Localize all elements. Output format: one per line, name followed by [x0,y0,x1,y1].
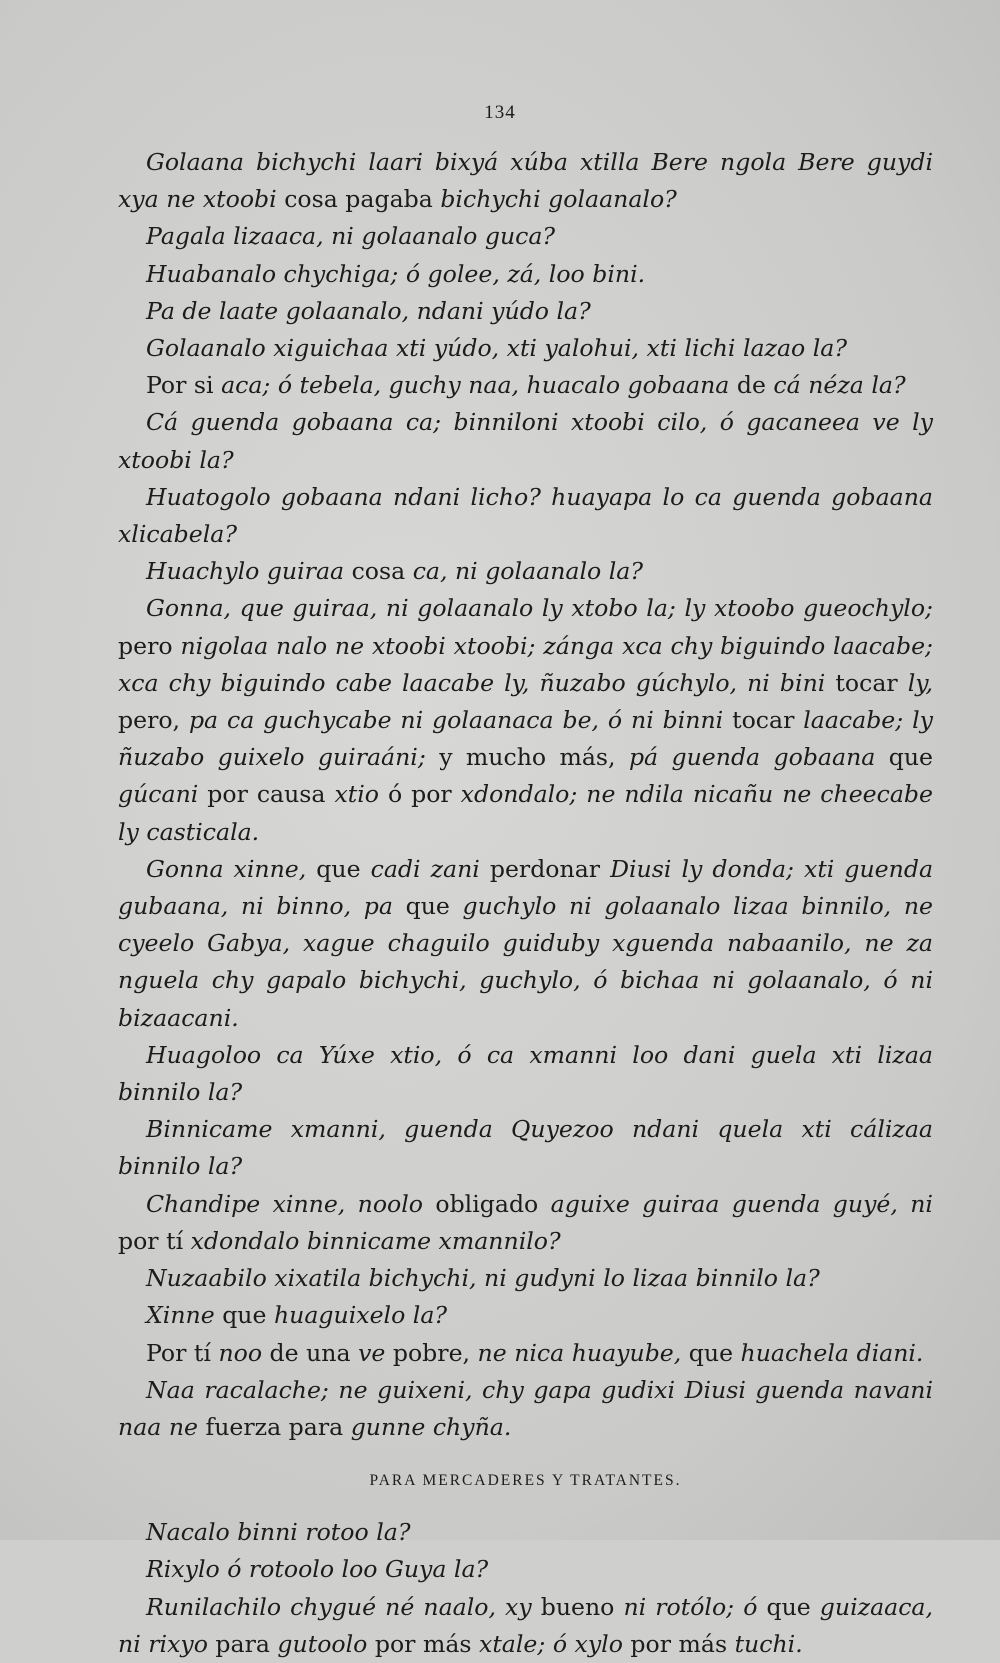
italic-text-run: bichychi golaanalo? [440,185,677,214]
paragraph [118,404,933,478]
italic-text-run: ve [358,1338,386,1367]
roman-text-run: bueno [531,1592,624,1621]
roman-text-run: por más [622,1629,735,1658]
italic-text-run: guchylo ni golaanalo lizaa binnilo, ne cyeelo Gabya, xague chaguilo guiduby xguenda nabaanilo, ne za nguela chy gapalo bichychi, guchylo, ó bichaa ni golaanalo, ó ni bizaacani. [118,892,934,1032]
roman-text-run: fuerza para [198,1412,351,1441]
italic-text-run: cá néza la? [773,371,906,400]
italic-text-run: guizaaca, ni rixyo [118,1592,933,1658]
italic-text-run: xtio [334,780,379,809]
italic-text-run: Nuzaabilo xixatila bichychi, ni gudyni lo lizaa binnilo la? [146,1264,820,1293]
paragraph [118,1589,933,1663]
paragraph [118,330,933,367]
italic-text-run: xdondalo; ne ndila nicañu ne cheecabe ly casticala. [118,780,933,846]
roman-text-run: que [306,854,371,883]
italic-text-run: Huatogolo gobaana ndani licho? huayapa lo ca guenda gobaana xlicabela? [118,482,933,549]
roman-text-run: pero [118,631,181,660]
italic-text-run: Rixylo ó rotoolo loo Guya la? [146,1555,489,1584]
roman-text-run: que [875,743,933,772]
roman-text-run: perdonar [479,854,611,883]
paragraph [118,479,933,553]
paragraph [118,256,933,293]
italic-text-run: Huagoloo ca Yúxe xtio, ó ca xmanni loo dani guela xti lizaa binnilo la? [118,1040,933,1107]
paragraph [118,218,933,255]
roman-text-run: pero, [118,706,189,735]
paragraph [118,1335,933,1372]
paragraph [118,553,933,590]
italic-text-run: gúcani [118,780,199,809]
italic-text-run: Runilachilo chygué né naalo, xy [146,1592,532,1621]
roman-text-run: por más [367,1629,480,1658]
italic-text-run: aca; ó tebela, guchy naa, huacalo gobaana [221,371,730,400]
italic-text-run: aguixe guiraa guenda guyé, ni [550,1189,933,1218]
italic-text-run: Naa racalache; ne guixeni, chy gapa gudixi Diusi guenda navani naa ne [118,1375,933,1441]
italic-text-run: gutoolo [277,1629,368,1658]
italic-text-run: Diusi ly donda; xti guenda gubaana, ni binno, pa [118,854,934,921]
italic-text-run: tuchi. [734,1629,803,1658]
italic-text-run: ca, ni golaanalo la? [412,557,643,586]
section-2 [118,1514,933,1663]
italic-text-run: Gonna xinne, [146,854,307,883]
italic-text-run: Huabanalo chychiga; ó golee, zá, loo bini. [146,259,646,288]
section-1 [118,144,933,1446]
roman-text-run: tocar [723,706,804,735]
paragraph [118,293,933,330]
roman-text-run: y mucho más, [425,743,629,772]
roman-text-run: pobre, [385,1338,478,1367]
roman-text-run: obligado [423,1189,551,1218]
roman-text-run: que [214,1301,274,1330]
italic-text-run: ly, [907,668,933,697]
roman-text-run: Por tí [146,1338,219,1367]
italic-text-run: Pagala lizaaca, ni golaanalo guca? [146,222,556,251]
paragraph [118,1297,933,1334]
italic-text-run: huaguixelo la? [273,1301,448,1330]
italic-text-run: Golaana bichychi laari bixyá xúba xtilla Bere ngola Bere guydi xya ne xtoobi [118,148,933,214]
italic-text-run: Huachylo guiraa [146,557,345,586]
italic-text-run: Xinne [146,1301,215,1330]
roman-text-run: que [392,892,463,921]
body-text [118,144,933,1663]
roman-text-run: por tí [118,1226,191,1255]
italic-text-run: Binnicame xmanni, guenda Quyezoo ndani quela xti cálizaa binnilo la? [118,1115,933,1181]
paragraph [118,590,933,850]
paragraph [118,1514,933,1551]
italic-text-run: cadi zani [370,854,480,883]
paragraph [118,1260,933,1297]
italic-text-run: nigolaa nalo ne xtoobi xtoobi; zánga xca chy biguindo laacabe; xca chy biguindo cabe laacabe ly, ñuzabo gúchylo, ni bini [118,631,933,697]
italic-text-run: xdondalo binnicame xmannilo? [190,1226,561,1255]
paragraph [118,1186,933,1260]
page-number: 134 [484,102,516,123]
paragraph [118,1551,933,1588]
italic-text-run: Golaanalo xiguichaa xti yúdo, xti yalohui, xti lichi lazao la? [146,334,848,363]
italic-text-run: ni rotólo; ó [623,1592,758,1621]
roman-text-run: de una [262,1338,359,1367]
roman-text-run: por causa [198,780,335,809]
italic-text-run: Nacalo binni rotoo la? [146,1518,411,1547]
roman-text-run: que [681,1338,741,1367]
italic-text-run: pá guenda gobaana [628,743,876,772]
roman-text-run: cosa pagaba [276,185,441,214]
roman-text-run: cosa [344,557,413,586]
italic-text-run: ne nica huayube, [477,1338,682,1367]
italic-text-run: huachela diani. [740,1338,924,1367]
italic-text-run: noo [218,1338,263,1367]
section-heading: PARA MERCADERES Y TRATANTES. [369,1472,682,1490]
paragraph [118,144,933,218]
paragraph [118,1037,933,1111]
italic-text-run: Chandipe xinne, noolo [146,1189,424,1218]
italic-text-run: Gonna, que guiraa, ni golaanalo ly xtobo la; ly xtoobo gueochylo; [146,594,933,623]
italic-text-run: Cá guenda gobaana ca; binniloni xtoobi cilo, ó gacaneea ve ly xtoobi la? [118,408,933,474]
roman-text-run: tocar [825,668,908,697]
italic-text-run: laacabe; ly ñuzabo guixelo guiraáni; [118,706,933,772]
italic-text-run: pa ca guchycabe ni golaanaca be, ó ni binni [188,706,724,735]
paragraph [118,1111,933,1185]
italic-text-run: xtale; ó xylo [479,1629,623,1658]
roman-text-run: que [757,1592,820,1621]
paragraph [118,367,933,404]
roman-text-run: de [729,371,774,400]
roman-text-run: ó por [378,780,461,809]
italic-text-run: Pa de laate golaanalo, ndani yúdo la? [146,296,591,325]
roman-text-run: para [207,1629,278,1658]
paragraph [118,851,933,1037]
roman-text-run: Por si [146,371,222,400]
italic-text-run: gunne chyña. [350,1412,512,1441]
paragraph [118,1372,933,1446]
